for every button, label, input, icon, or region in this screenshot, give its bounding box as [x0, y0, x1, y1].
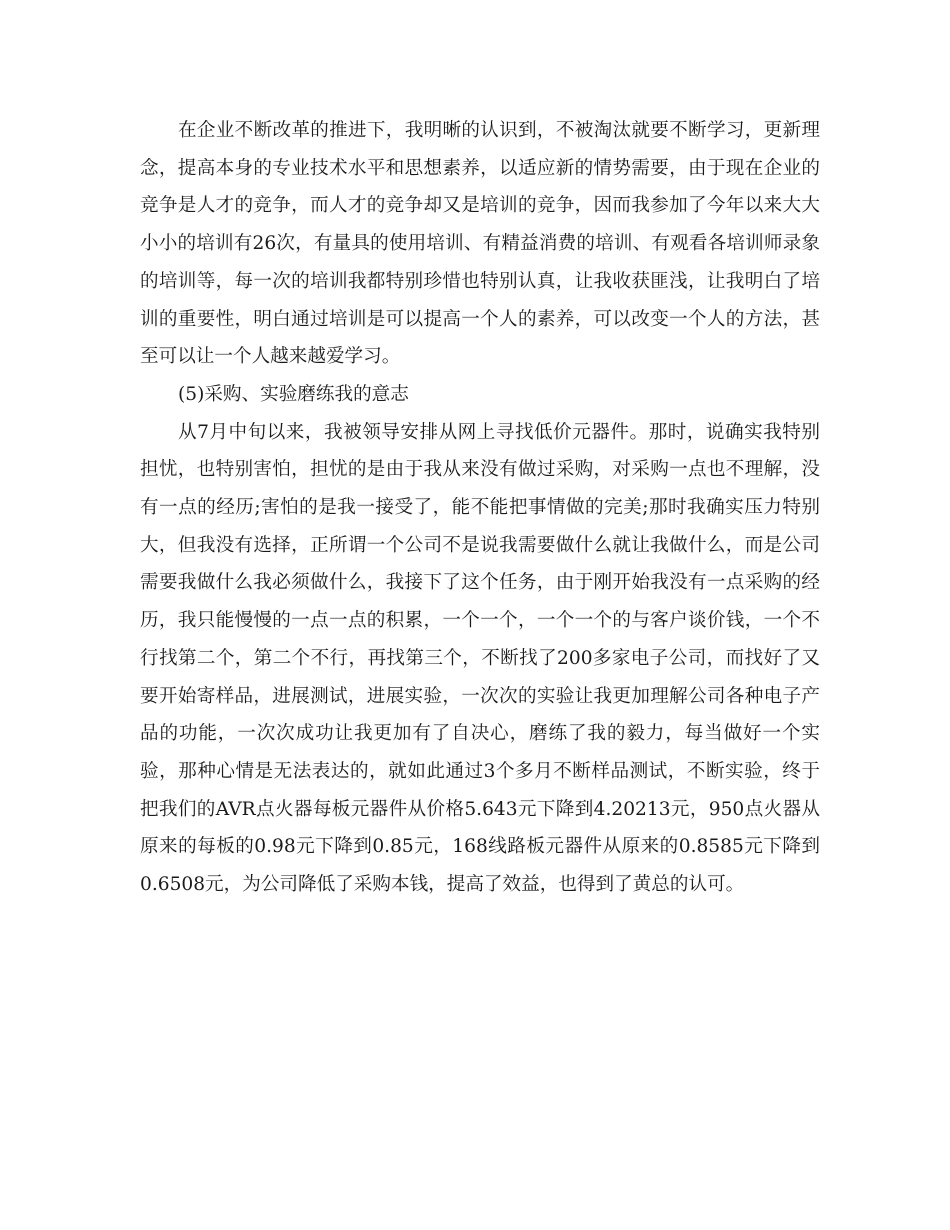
paragraph-procurement: 从7月中旬以来，我被领导安排从网上寻找低价元器件。那时，说确实我特别担忧，也特别害怕，担忧的是由于我从来没有做过采购，对采购一点也不理解，没有一点的经历;害怕的是我一接受了，能不能把事情做的完美;那时我确实压力特别大，但我没有选择，正所谓一个公司不是说我需要做什么就让我做什么，而是公司需要我做什么我必须做什么，我接下了这个任务，由于刚开始我没有一点采购的经历，我只能慢慢的一点一点的积累，一个一个，一个一个的与客户谈价钱，一个不行找第二个，第二个不行，再找第三个，不断找了200多家电子公司，而找好了又要开始寄样品，进展测试，进展实验，一次次的实验让我更加理解公司各种电子产品的功能，一次次成功让我更加有了自决心，磨练了我的毅力，每当做好一个实验，那种心情是无法表达的，就如此通过3个多月不断样品测试，不断实验，终于把我们的AVR点火器每板元器件从价格5.643元下降到4.20213元，950点火器从原来的每板的0.98元下降到0.85元，168线路板元器件从原来的0.8585元下降到0.6508元，为公司降低了采购本钱，提高了效益，也得到了黄总的认可。: [140, 421, 820, 896]
section-heading-procurement: (5)采购、实验磨练我的意志: [178, 383, 409, 405]
paragraph-training: 在企业不断改革的推进下，我明晰的认识到，不被淘汰就要不断学习，更新理念，提高本身的专业技术水平和思想素养，以适应新的情势需要，由于现在企业的竞争是人才的竞争，而人才的竞争却又是培训的竞争，因而我参加了今年以来大大小小的培训有26次，有量具的使用培训、有精益消费的培训、有观看各培训师录象的培训等，每一次的培训我都特别珍惜也特别认真，让我收获匪浅，让我明白了培训的重要性，明白通过培训是可以提高一个人的素养，可以改变一个人的方法，甚至可以让一个人越来越爱学习。: [140, 120, 820, 368]
document-body: [140, 112, 820, 904]
